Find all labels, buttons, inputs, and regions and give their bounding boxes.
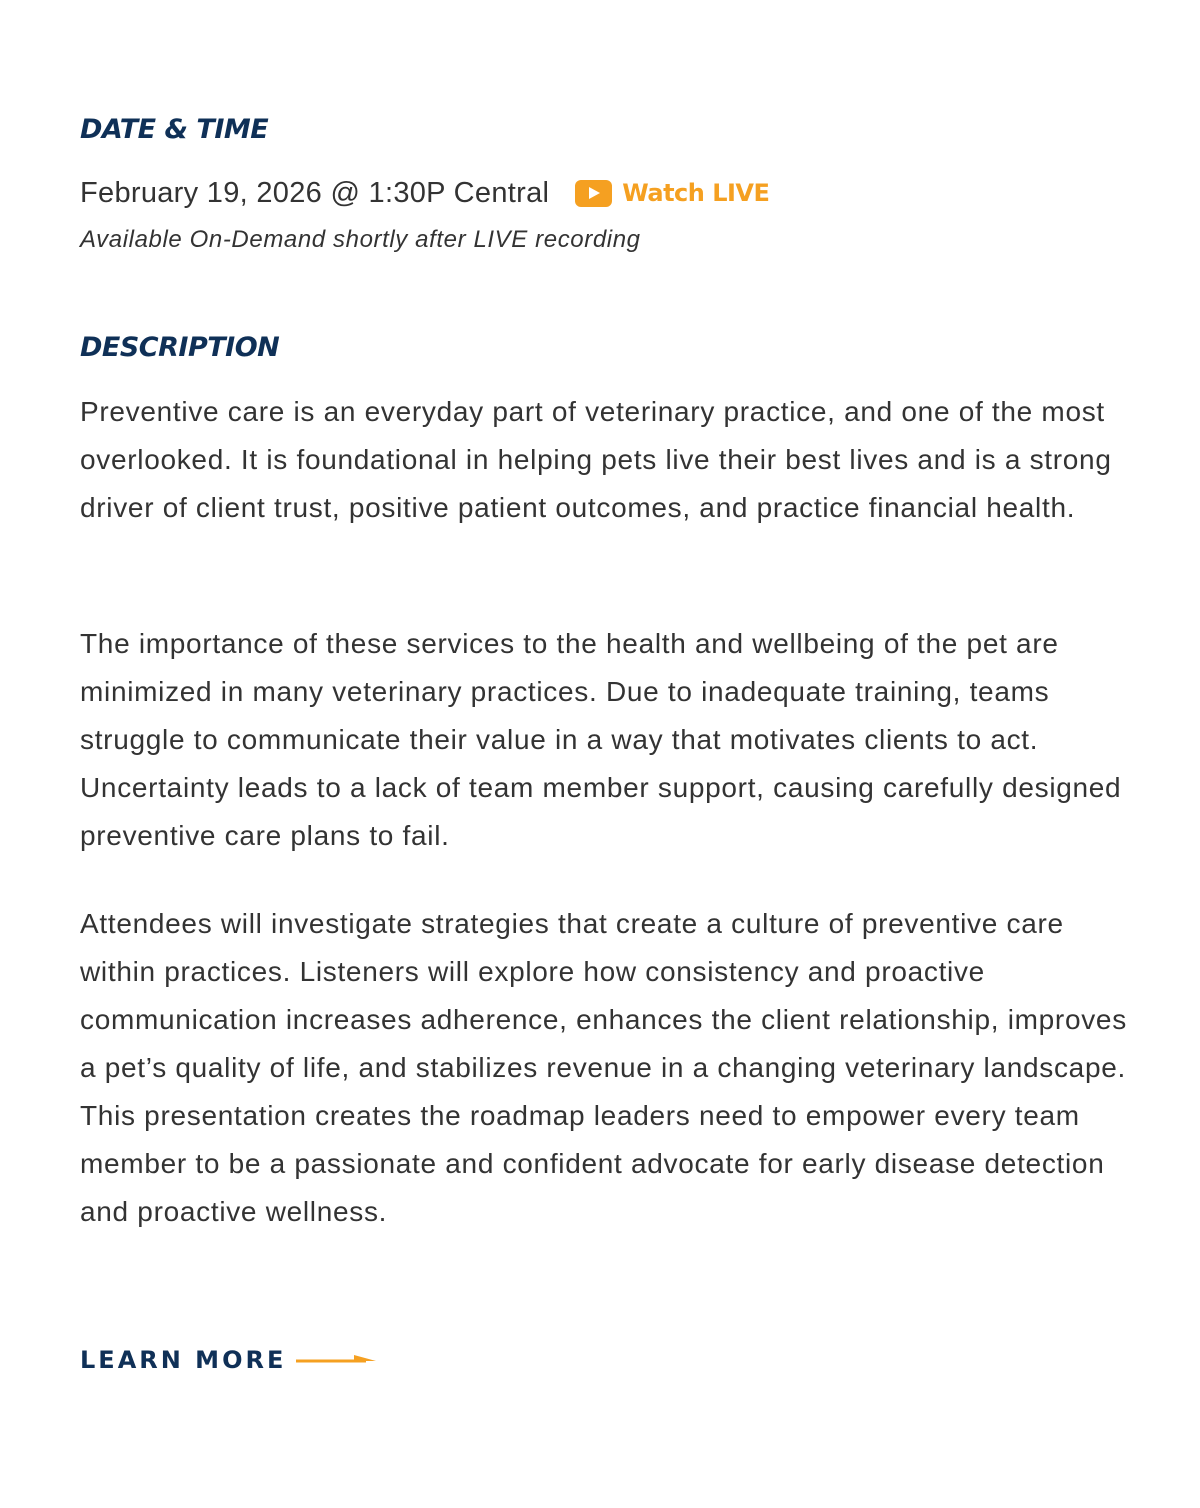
- watch-live-link[interactable]: [575, 179, 769, 207]
- date-time-heading: DATE & TIME: [80, 114, 269, 145]
- play-icon: [575, 180, 612, 207]
- watch-live-label: Watch LIVE: [622, 179, 770, 207]
- description-paragraph: Preventive care is an everyday part of veterinary practice, and one of the most overlooked. It is foundational in helping pets live their best lives and is a strong driver of client trust, positive patient outcomes, and practice financial health.: [80, 396, 1112, 523]
- description-heading: DESCRIPTION: [80, 332, 280, 363]
- datetime-row: [80, 174, 769, 212]
- description-paragraph: Attendees will investigate strategies that create a culture of preventive care within practices. Listeners will explore how consistency and proactive communication increases adherence, enhances the client relationship, improves a pet’s quality of life, and stabilizes revenue in a changing veterinary landscape. This presentation creates the roadmap leaders need to empower every team member to be a passionate and confident advocate for early disease detection and proactive wellness.: [80, 908, 1127, 1227]
- learn-more-link[interactable]: [80, 1346, 378, 1374]
- arrow-right-icon: [296, 1354, 378, 1366]
- description-paragraph: The importance of these services to the health and wellbeing of the pet are minimized in many veterinary practices. Due to inadequate training, teams struggle to communicate their value in a way that motivates clients to act. Uncertainty leads to a lack of team member support, causing carefully designed preventive care plans to fail.: [80, 628, 1122, 851]
- event-datetime: February 19, 2026 @ 1:30P Central: [80, 176, 550, 209]
- availability-note: Available On-Demand shortly after LIVE recording: [80, 226, 641, 253]
- learn-more-label: LEARN MORE: [80, 1346, 287, 1374]
